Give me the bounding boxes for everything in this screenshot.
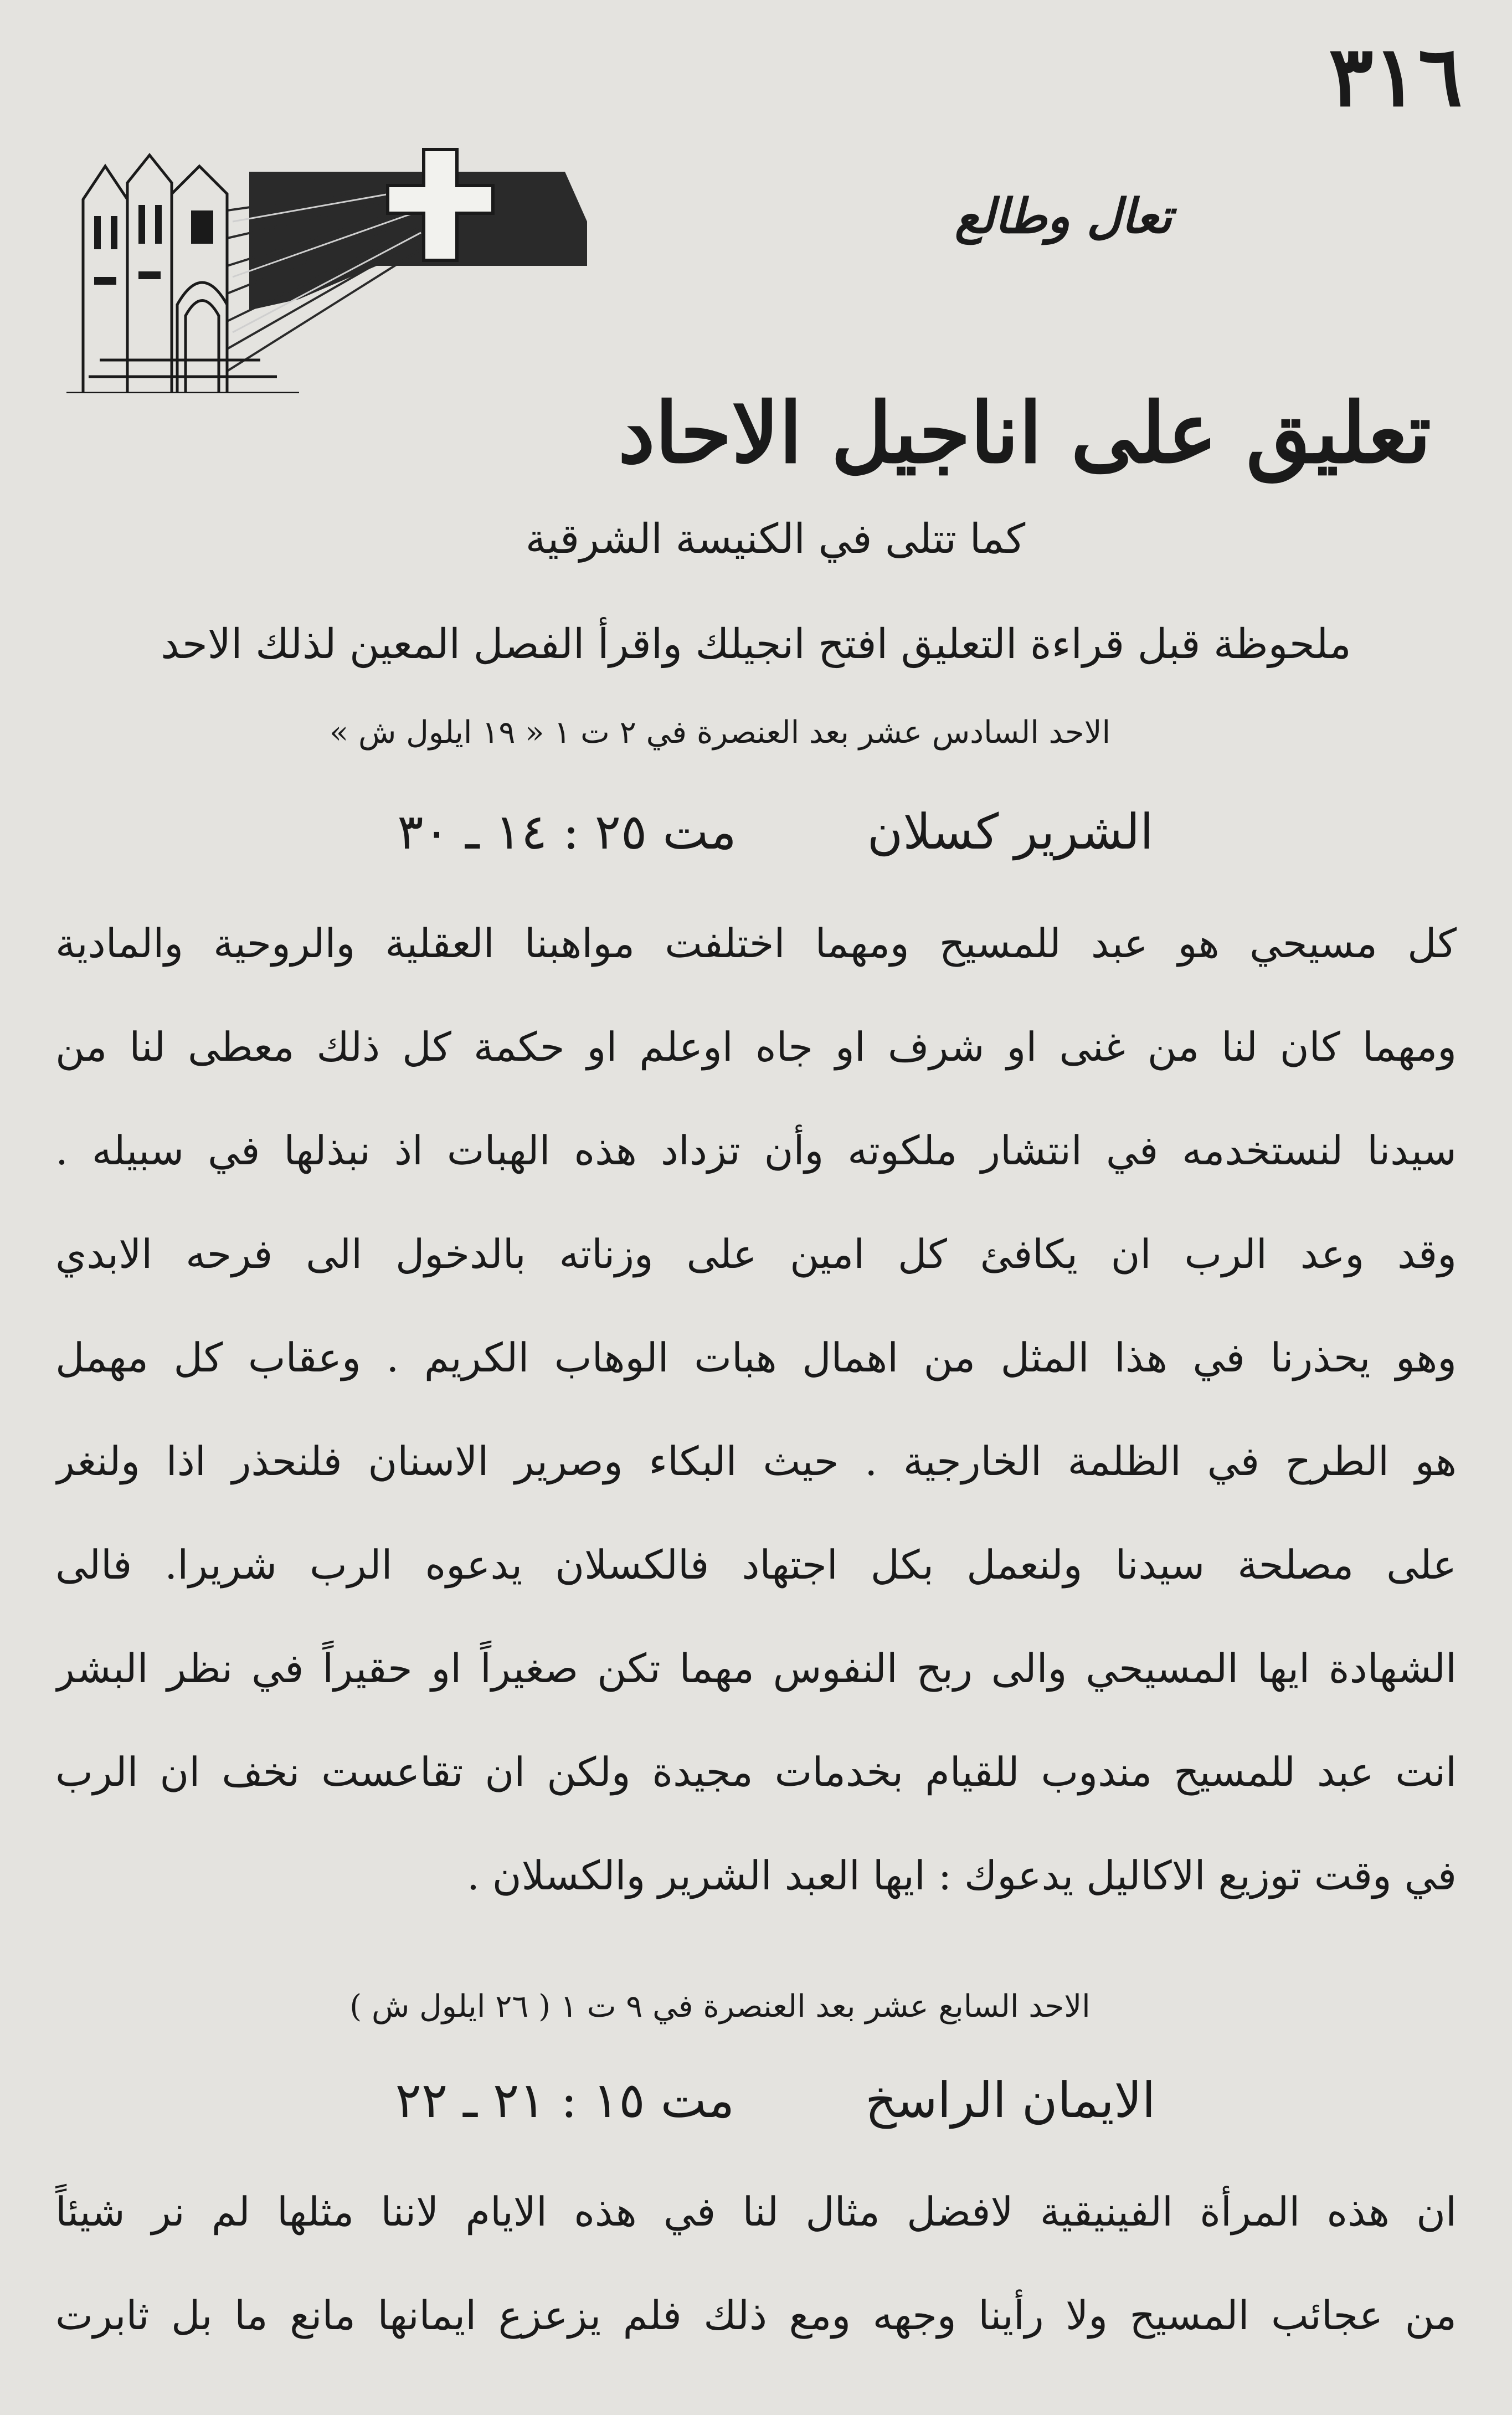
subtitle: كما تتلى في الكنيسة الشرقية: [525, 515, 1026, 563]
page-number: ٣١٦: [1329, 28, 1463, 125]
reading-body: [55, 892, 1457, 1928]
church-with-cross-rays-icon: [66, 133, 593, 393]
reading-date-line: الاحد السادس عشر بعد العنصرة في ٢ ت ١ « ١٩ ايلول ش »: [329, 715, 1111, 751]
body-line: وقد وعد الرب ان يكافئ كل امين على وزناته بالدخول الى فرحه الابدي: [55, 1231, 1457, 1277]
section-label: تعال وطالع: [954, 188, 1172, 244]
reading-title: [332, 803, 1218, 860]
body-line: كل مسيحي هو عبد للمسيح ومهما اختلفت مواهبنا العقلية والروحية والمادية: [55, 920, 1457, 967]
body-line: على مصلحة سيدنا ولنعمل بكل اجتهاد فالكسلان يدعوه الرب شريرا. فالى: [55, 1542, 1457, 1588]
body-line: الشهادة ايها المسيحي والى ربح النفوس مهما تكن صغيراً او حقيراً في نظر البشر: [55, 1645, 1457, 1692]
reading-verse: مت ١٥ : ٢١ ـ ٢٢: [395, 2072, 735, 2129]
reading-note: ملحوظة قبل قراءة التعليق افتح انجيلك واقرأ الفصل المعين لذلك الاحد: [161, 620, 1351, 668]
reading-title-text: الايمان الراسخ: [865, 2072, 1156, 2129]
body-line: ومهما كان لنا من غنى او شرف او جاه اوعلم او حكمة كل ذلك معطى لنا من: [55, 1024, 1457, 1070]
reading-body: [55, 2160, 1457, 2367]
body-line: سيدنا لنستخدمه في انتشار ملكوته وأن تزداد هذه الهبات اذ نبذلها في سبيله .: [55, 1127, 1457, 1174]
body-line: ان هذه المرأة الفينيقية لافضل مثال لنا في هذه الايام لاننا مثلها لم نر شيئاً: [55, 2188, 1457, 2235]
body-line: وهو يحذرنا في هذا المثل من اهمال هبات الوهاب الكريم . وعقاب كل مهمل: [55, 1334, 1457, 1381]
reading-date-line: الاحد السابع عشر بعد العنصرة في ٩ ت ١ ( ٢٦ ايلول ش ): [349, 1988, 1091, 2025]
reading-title-text: الشرير كسلان: [867, 803, 1154, 860]
page-title: تعليق على اناجيل الاحاد: [618, 384, 1432, 482]
body-line: هو الطرح في الظلمة الخارجية . حيث البكاء وصرير الاسنان فلنحذر اذا ولنغر: [55, 1438, 1457, 1484]
body-line: من عجائب المسيح ولا رأينا وجهه ومع ذلك فلم يزعزع ايمانها مانع ما بل ثابرت: [55, 2292, 1457, 2339]
body-line: انت عبد للمسيح مندوب للقيام بخدمات مجيدة ولكن ان تقاعست نخف ان الرب: [55, 1749, 1457, 1795]
reading-verse: مت ٢٥ : ١٤ ـ ٣٠: [397, 803, 737, 860]
body-line: في وقت توزيع الاكاليل يدعوك : ايها العبد الشرير والكسلان .: [466, 1852, 1457, 1899]
reading-title: [332, 2072, 1218, 2129]
